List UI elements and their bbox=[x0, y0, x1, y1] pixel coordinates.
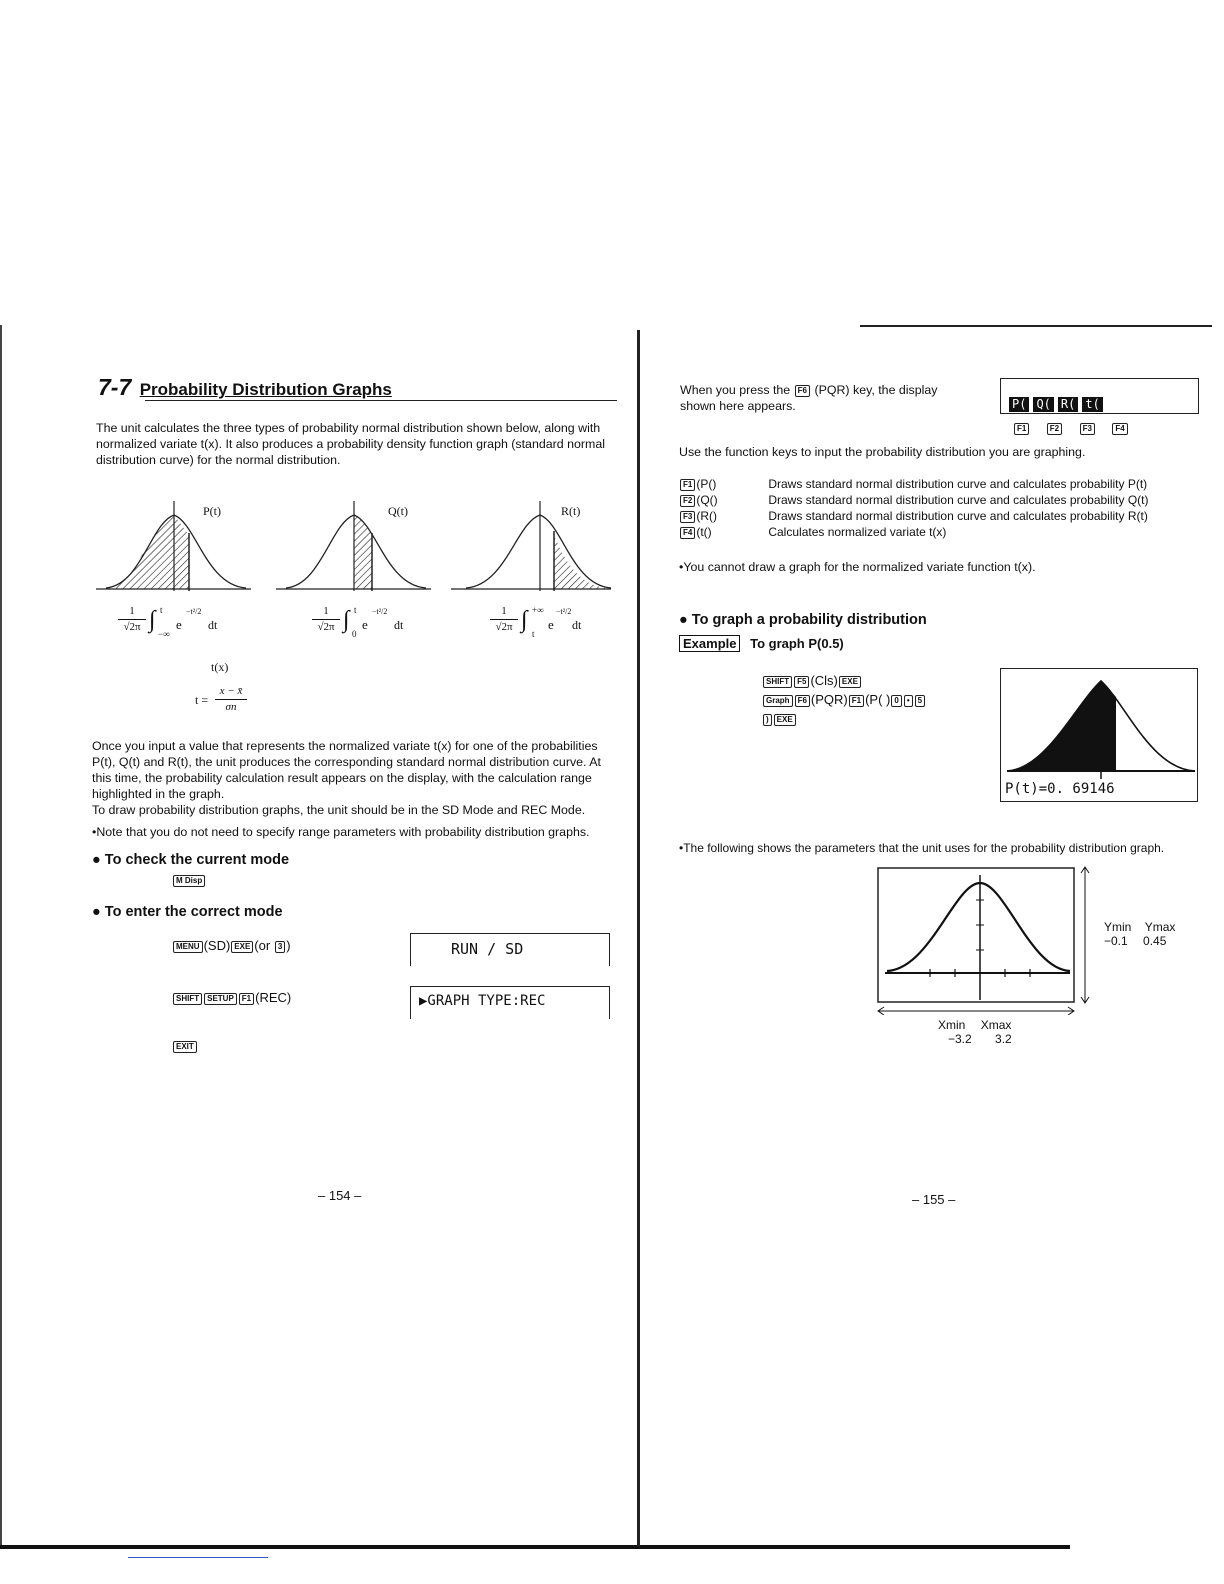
curve-label-q: Q(t) bbox=[388, 504, 408, 518]
ks-5-key[interactable]: 5 bbox=[915, 695, 925, 707]
mdisp-key[interactable]: M Disp bbox=[173, 875, 205, 887]
function-row-p bbox=[679, 477, 1147, 491]
setup-key[interactable]: SETUP bbox=[204, 993, 237, 1005]
formula-q-lower: 0 bbox=[352, 629, 357, 639]
function-row-r bbox=[679, 509, 1148, 523]
ks-close-paren-key[interactable]: ) bbox=[763, 714, 772, 726]
enter-mode-step-2 bbox=[172, 990, 291, 1005]
xmax-label: Xmax bbox=[980, 1018, 1012, 1032]
screen-result: P(t)=0. 69146 bbox=[1005, 781, 1115, 797]
menu-item-r[interactable]: R( bbox=[1058, 397, 1078, 412]
menu-item-p[interactable]: P( bbox=[1009, 397, 1029, 412]
function-q-desc: Draws standard normal distribution curve and calculates probability Q(t) bbox=[768, 493, 1149, 507]
parameter-diagram bbox=[875, 865, 1095, 1015]
gutter-rule bbox=[637, 330, 640, 1547]
tx-t-eq: t = bbox=[195, 693, 209, 707]
parameters-note: •The following shows the parameters that the unit uses for the probability distribution graph. bbox=[679, 841, 1165, 855]
distribution-curves bbox=[96, 495, 626, 610]
example-label: Example bbox=[679, 635, 740, 652]
ymax-value: 0.45 bbox=[1143, 934, 1167, 948]
keystrokes-line-2 bbox=[762, 692, 926, 707]
formula-r-lower: t bbox=[532, 629, 535, 639]
lcd-graph-type-text: ▶GRAPH TYPE:REC bbox=[419, 993, 546, 1009]
ks-f1-key[interactable]: F1 bbox=[849, 695, 864, 707]
intro-paragraph: The unit calculates the three types of probability normal distribution shown below, along with normalized variate t(x). It also produces a probability density function graph (standard normal distribution curve) for the normal distribution. bbox=[96, 421, 605, 467]
key-3[interactable]: 3 bbox=[275, 941, 285, 953]
formula-p-dt: dt bbox=[208, 618, 218, 632]
tx-label: t(x) bbox=[211, 660, 229, 674]
pqr-intro-line1: When you press the bbox=[680, 383, 791, 397]
example-title: To graph P(0.5) bbox=[750, 636, 844, 651]
section-number: 7-7 bbox=[98, 374, 132, 400]
function-t-desc: Calculates normalized variate t(x) bbox=[768, 525, 947, 539]
formula-r-coef-den: √2π bbox=[495, 621, 513, 633]
y-range-labels bbox=[1104, 920, 1175, 948]
section-title: Probability Distribution Graphs bbox=[139, 380, 392, 399]
cannot-draw-note: •You cannot draw a graph for the normalized variate function t(x). bbox=[679, 560, 1036, 574]
ks-exe-key[interactable]: EXE bbox=[839, 676, 861, 688]
formula-p-upper: t bbox=[160, 605, 163, 615]
ks-pqr-text: (PQR) bbox=[810, 692, 848, 707]
curve-q bbox=[276, 501, 431, 591]
function-r-name: (R() bbox=[696, 509, 717, 523]
fkey-row bbox=[1013, 420, 1129, 438]
keystrokes-line-3 bbox=[762, 711, 797, 726]
xmin-label: Xmin bbox=[938, 1018, 966, 1032]
formula-q: 1 √2π ∫ t 0 e −t²/2 dt bbox=[312, 605, 472, 645]
exit-key[interactable]: EXIT bbox=[173, 1041, 197, 1053]
formula-q-dt: dt bbox=[394, 618, 404, 632]
calculator-screen bbox=[1000, 668, 1198, 802]
footer-link-rule bbox=[128, 1557, 268, 1558]
section-header-rule bbox=[145, 400, 617, 401]
formula-q-coef-den: √2π bbox=[317, 621, 335, 633]
formula-p-lower: −∞ bbox=[158, 629, 170, 639]
x-range-labels bbox=[938, 1018, 1012, 1046]
note-specify-range: •Note that you do not need to specify range parameters with probability distribution graphs. bbox=[92, 825, 590, 839]
step2-rec-text: (REC) bbox=[255, 990, 292, 1005]
ymin-value: −0.1 bbox=[1104, 934, 1128, 948]
curve-label-p: P(t) bbox=[203, 504, 221, 518]
step1-or-text: (or bbox=[254, 938, 271, 953]
formula-r-coef-num: 1 bbox=[501, 605, 507, 617]
page-frame-left bbox=[0, 325, 2, 1547]
function-t-key[interactable]: F4 bbox=[680, 527, 695, 539]
formula-r-upper: +∞ bbox=[532, 605, 544, 615]
exe-key[interactable]: EXE bbox=[231, 941, 253, 953]
lcd-run-sd-text: RUN / SD bbox=[451, 940, 524, 958]
menu-key[interactable]: MENU bbox=[173, 941, 203, 953]
function-r-desc: Draws standard normal distribution curve and calculates probability R(t) bbox=[768, 509, 1148, 523]
xmax-value: 3.2 bbox=[995, 1032, 1012, 1046]
f1-key[interactable]: F1 bbox=[239, 993, 254, 1005]
menu-item-q[interactable]: Q( bbox=[1033, 397, 1053, 412]
formula-r-dt: dt bbox=[572, 618, 582, 632]
graph-distribution-heading: ● To graph a probability distribution bbox=[679, 612, 927, 628]
step1-sd-text: (SD) bbox=[203, 938, 231, 953]
formula-p-coef-den: √2π bbox=[123, 621, 141, 633]
step1-close-paren: ) bbox=[286, 938, 291, 953]
formula-q-e: e bbox=[362, 617, 368, 632]
pqr-intro bbox=[680, 382, 980, 414]
right-top-rule bbox=[860, 325, 1212, 327]
shift-key[interactable]: SHIFT bbox=[173, 993, 202, 1005]
ymax-label: Ymax bbox=[1144, 920, 1176, 934]
enter-mode-step-3 bbox=[172, 1038, 198, 1056]
tx-denominator: σn bbox=[225, 701, 237, 713]
ks-p-text: (P( ) bbox=[865, 692, 891, 707]
tx-formula bbox=[195, 685, 265, 719]
enter-mode-heading: ● To enter the correct mode bbox=[92, 904, 283, 920]
fkey-f1[interactable]: F1 bbox=[1014, 423, 1029, 435]
function-p-desc: Draws standard normal distribution curve and calculates probability P(t) bbox=[768, 477, 1148, 491]
fkey-f3[interactable]: F3 bbox=[1080, 423, 1095, 435]
example-row bbox=[679, 636, 844, 651]
function-t-name: (t() bbox=[696, 525, 712, 539]
lcd-run-sd bbox=[410, 933, 610, 966]
page-number-left: – 154 – bbox=[318, 1188, 362, 1203]
lcd-graph-type bbox=[410, 986, 610, 1019]
ks-0-key[interactable]: 0 bbox=[891, 695, 901, 707]
formula-p: 1 √2π ∫ t −∞ e −t²/2 dt bbox=[118, 605, 278, 645]
formula-q-coef-num: 1 bbox=[323, 605, 329, 617]
ks-f6-key[interactable]: F6 bbox=[795, 695, 810, 707]
curve-r bbox=[451, 501, 611, 591]
page-number-right: – 155 – bbox=[912, 1192, 956, 1207]
formula-p-exponent: −t²/2 bbox=[186, 607, 202, 616]
formula-q-exponent: −t²/2 bbox=[372, 607, 388, 616]
ks-dot-key[interactable]: • bbox=[904, 695, 913, 707]
check-mode-heading: ● To check the current mode bbox=[92, 852, 290, 868]
ks-f5-key[interactable]: F5 bbox=[794, 676, 809, 688]
formula-r-exponent: −t²/2 bbox=[556, 607, 572, 616]
page-bottom-rule bbox=[0, 1545, 1070, 1549]
function-p-key[interactable]: F1 bbox=[680, 479, 695, 491]
formula-q-upper: t bbox=[354, 605, 357, 615]
function-r-key[interactable]: F3 bbox=[680, 511, 695, 523]
f6-key[interactable]: F6 bbox=[795, 385, 810, 397]
function-row-q bbox=[679, 493, 1149, 507]
function-row-t bbox=[679, 525, 946, 539]
function-q-key[interactable]: F2 bbox=[680, 495, 695, 507]
function-p-name: (P() bbox=[696, 477, 717, 491]
enter-mode-step-1 bbox=[172, 938, 291, 953]
body-paragraph-1: Once you input a value that represents the normalized variate t(x) for one of the probabilities P(t), Q(t) and R(t), the unit produces the corresponding standard normal distribution curve. At this time, the probability calculation result appears on the display, with the calculation range highlighted in the graph. bbox=[92, 739, 601, 801]
ks-exe-key-2[interactable]: EXE bbox=[774, 714, 796, 726]
formula-p-coef-num: 1 bbox=[129, 605, 135, 617]
xmin-value: −3.2 bbox=[948, 1032, 972, 1046]
ks-graph-key[interactable]: Graph bbox=[763, 695, 793, 707]
ymin-label: Ymin bbox=[1104, 920, 1132, 934]
use-function-keys: Use the function keys to input the probability distribution you are graphing. bbox=[679, 445, 1086, 459]
fkey-f2[interactable]: F2 bbox=[1047, 423, 1062, 435]
fkey-f4[interactable]: F4 bbox=[1112, 423, 1127, 435]
keystrokes-line-1 bbox=[762, 673, 862, 688]
body-paragraph-2: To draw probability distribution graphs, the unit should be in the SD Mode and REC Mode. bbox=[92, 803, 586, 817]
pqr-intro-line1b: (PQR) key, the display bbox=[814, 383, 938, 397]
menu-item-t[interactable]: t( bbox=[1082, 397, 1102, 412]
ks-cls-text: (Cls) bbox=[810, 673, 838, 688]
lcd-pqr-menu bbox=[1000, 378, 1199, 414]
section-header bbox=[98, 374, 618, 401]
ks-shift-key[interactable]: SHIFT bbox=[763, 676, 792, 688]
formula-r-e: e bbox=[548, 617, 554, 632]
curve-p bbox=[96, 501, 251, 591]
curve-label-r: R(t) bbox=[561, 504, 581, 518]
check-mode-step bbox=[172, 872, 206, 890]
tx-numerator: x − x̄ bbox=[219, 685, 243, 697]
pqr-intro-line2: shown here appears. bbox=[680, 399, 796, 413]
function-q-name: (Q() bbox=[696, 493, 718, 507]
formula-r: 1 √2π ∫ +∞ t e −t²/2 dt bbox=[490, 605, 620, 645]
formula-p-e: e bbox=[176, 617, 182, 632]
